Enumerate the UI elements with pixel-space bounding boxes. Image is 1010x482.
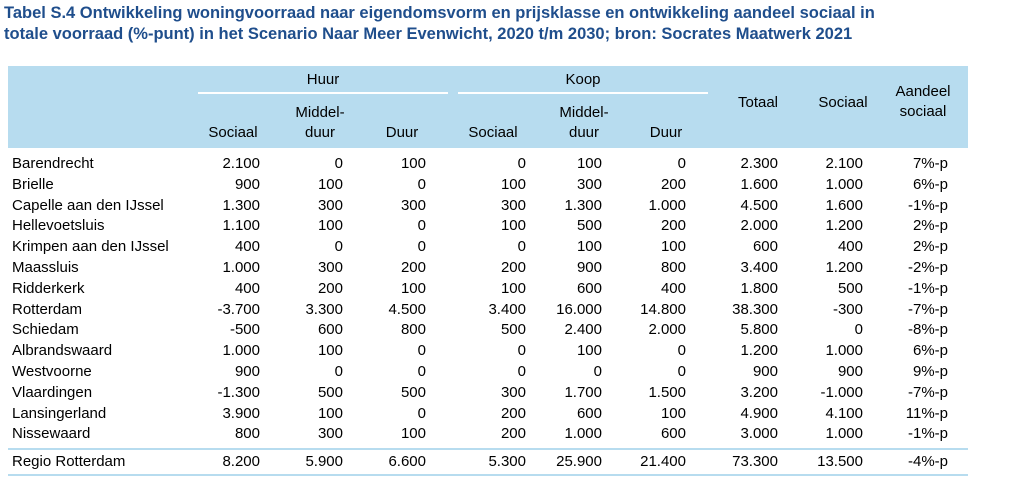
table-cell: -1%-p	[907, 279, 948, 297]
table-cell: 1.800	[740, 279, 778, 297]
row-label: Capelle aan den IJssel	[12, 196, 164, 214]
table-cell: 2.100	[222, 155, 260, 172]
table-row	[8, 215, 968, 236]
table-cell: 0	[517, 155, 526, 172]
table-cell: 3.300	[305, 300, 343, 318]
table-row	[8, 382, 968, 403]
table-cell: 0	[517, 342, 526, 360]
table-cell: 2.000	[648, 321, 686, 339]
table-cell: 1.000	[222, 259, 260, 276]
table-title-line-2: totale voorraad (%-punt) in het Scenario Naar Meer Evenwicht, 2020 t/m 2030; bron: Socrates Maatwerk 2021	[4, 25, 853, 43]
table-cell: 800	[234, 425, 260, 443]
table-row	[8, 257, 968, 278]
row-label: Krimpen aan den IJssel	[12, 238, 169, 256]
total-row	[8, 451, 968, 473]
table-header	[8, 66, 968, 148]
table-cell: 100	[317, 217, 343, 235]
group-underline-huur	[198, 92, 448, 94]
col-header-koop-middelduur-line-1: Middel-	[559, 104, 609, 121]
table-cell: 0	[593, 363, 602, 380]
table-cell: 38.300	[732, 300, 778, 318]
table-cell: 200	[400, 259, 426, 276]
table-cell: 600	[576, 404, 602, 422]
table-cell: 14.800	[640, 300, 686, 318]
table-title	[4, 3, 1006, 45]
table-cell: 100	[500, 217, 526, 235]
table-cell: 300	[317, 196, 343, 214]
table-cell: -3.700	[217, 300, 260, 318]
table-cell: 600	[576, 279, 602, 297]
table-cell: 100	[576, 238, 602, 256]
row-label: Westvoorne	[12, 363, 92, 380]
table-cell: 0	[334, 363, 343, 380]
table-cell: 0	[677, 155, 686, 172]
table-cell: 300	[317, 259, 343, 276]
table-cell: 200	[500, 259, 526, 276]
table-cell: 1.700	[564, 383, 602, 401]
table-cell: 4.500	[740, 196, 778, 214]
table-cell: 0	[417, 342, 426, 360]
table-cell: 300	[576, 175, 602, 193]
table-cell: 0	[417, 363, 426, 380]
table-cell: 3.000	[740, 425, 778, 443]
row-label: Rotterdam	[12, 300, 83, 318]
table-cell: 1.000	[564, 425, 602, 443]
col-header-huur-duur: Duur	[385, 124, 419, 141]
table-cell: 1.300	[222, 196, 260, 214]
table-row	[8, 153, 968, 174]
table-cell: 4.100	[825, 404, 863, 422]
table-row	[8, 299, 968, 320]
row-label: Lansingerland	[12, 404, 107, 422]
table-cell: 300	[500, 383, 526, 401]
table-cell: 400	[234, 238, 260, 256]
table-cell: 4.500	[388, 300, 426, 318]
table-cell: 200	[500, 425, 526, 443]
table-cell: 300	[500, 196, 526, 214]
table-cell: 7%-p	[912, 155, 948, 172]
table-cell: 600	[317, 321, 343, 339]
table-cell: 1.500	[648, 383, 686, 401]
table-row	[8, 174, 968, 195]
table-cell: 0	[417, 404, 426, 422]
table-cell: 200	[500, 404, 526, 422]
table-cell: 100	[500, 175, 526, 193]
table-cell: 1.200	[740, 342, 778, 360]
table-cell: 1.000	[825, 425, 863, 443]
table-cell: 1.200	[825, 217, 863, 235]
table-cell: 100	[400, 425, 426, 443]
table-cell: 900	[234, 175, 260, 193]
table-cell: 500	[576, 217, 602, 235]
table-cell: 100	[660, 238, 686, 256]
table-cell: 0	[417, 238, 426, 256]
col-header-aandeel-sociaal-line-1: Aandeel	[895, 83, 951, 100]
col-header-sociaal: Sociaal	[818, 94, 868, 111]
table-cell: 100	[500, 279, 526, 297]
table-title-line-1: Tabel S.4 Ontwikkeling woningvoorraad naar eigendomsvorm en prijsklasse en ontwikkeling aandeel sociaal in	[4, 4, 875, 22]
table-cell: 1.000	[825, 342, 863, 360]
table-cell: -7%-p	[907, 300, 948, 318]
table-cell: 100	[400, 155, 426, 172]
col-header-koop-middelduur-line-2: duur	[568, 124, 600, 141]
table-cell: 21.400	[640, 453, 686, 471]
row-label: Brielle	[12, 175, 54, 193]
table-cell: 900	[752, 363, 778, 380]
col-header-huur-middelduur	[280, 103, 360, 143]
table-cell: -4%-p	[907, 453, 948, 471]
table-cell: 8.200	[222, 453, 260, 471]
col-header-aandeel-sociaal	[883, 82, 963, 122]
table-cell: 13.500	[817, 453, 863, 471]
table-cell: 16.000	[556, 300, 602, 318]
table-row	[8, 236, 968, 257]
col-header-totaal: Totaal	[737, 94, 779, 111]
table-cell: 1.300	[564, 196, 602, 214]
col-header-koop-sociaal: Sociaal	[468, 124, 518, 141]
table-cell: 100	[317, 175, 343, 193]
table-cell: 0	[417, 175, 426, 193]
table-cell: 1.600	[740, 175, 778, 193]
bottom-border	[8, 474, 968, 476]
table-cell: -300	[832, 300, 863, 318]
row-label: Maassluis	[12, 259, 79, 276]
table-cell: 600	[752, 238, 778, 256]
table-cell: 0	[517, 238, 526, 256]
table-row	[8, 423, 968, 444]
table-cell: 6%-p	[912, 175, 948, 193]
table-row	[8, 319, 968, 340]
table-cell: 0	[677, 363, 686, 380]
table-cell: -1.000	[820, 383, 863, 401]
col-header-huur-middelduur-line-2: duur	[304, 124, 336, 141]
col-header-koop-middelduur	[544, 103, 624, 143]
table-cell: 1.000	[648, 196, 686, 214]
table-cell: 5.300	[488, 453, 526, 471]
table-cell: -1%-p	[907, 196, 948, 214]
table-cell: 4.900	[740, 404, 778, 422]
table-cell: 73.300	[732, 453, 778, 471]
table-cell: 9%-p	[912, 363, 948, 380]
col-header-koop-duur: Duur	[649, 124, 683, 141]
row-label: Barendrecht	[12, 155, 94, 172]
table-cell: 0	[417, 217, 426, 235]
table-cell: 900	[576, 259, 602, 276]
table-cell: 3.400	[740, 259, 778, 276]
row-label: Schiedam	[12, 321, 79, 339]
table-cell: 200	[317, 279, 343, 297]
row-label: Hellevoetsluis	[12, 217, 105, 235]
table-cell: 100	[576, 342, 602, 360]
table-row	[8, 278, 968, 299]
table-cell: 200	[660, 217, 686, 235]
table-cell: 800	[660, 259, 686, 276]
table-row	[8, 403, 968, 424]
table-cell: -1%-p	[907, 425, 948, 443]
table-cell: 5.800	[740, 321, 778, 339]
table-row	[8, 361, 968, 382]
table-cell: 900	[837, 363, 863, 380]
table-cell: 1.000	[825, 175, 863, 193]
table-cell: 3.900	[222, 404, 260, 422]
table-cell: 100	[317, 404, 343, 422]
table-cell: 300	[317, 425, 343, 443]
table-cell: 0	[854, 321, 863, 339]
table-cell: 3.400	[488, 300, 526, 318]
table-cell: 2%-p	[912, 238, 948, 256]
table-cell: 0	[334, 155, 343, 172]
table-cell: 500	[500, 321, 526, 339]
table-cell: 400	[660, 279, 686, 297]
table-cell: -8%-p	[907, 321, 948, 339]
table-cell: 2.300	[740, 155, 778, 172]
table-cell: -1.300	[217, 383, 260, 401]
table-cell: 500	[317, 383, 343, 401]
group-header-huur: Huur	[306, 71, 340, 88]
table-cell: -2%-p	[907, 259, 948, 276]
table-cell: 100	[400, 279, 426, 297]
table-cell: 2.000	[740, 217, 778, 235]
table-cell: 400	[837, 238, 863, 256]
table-cell: 100	[660, 404, 686, 422]
table-cell: 100	[317, 342, 343, 360]
table-cell: 25.900	[556, 453, 602, 471]
col-header-aandeel-sociaal-line-2: sociaal	[899, 103, 947, 120]
table-row	[8, 340, 968, 361]
table-cell: 11%-p	[905, 404, 948, 422]
table-cell: -500	[229, 321, 260, 339]
table-cell: 1.100	[222, 217, 260, 235]
table-cell: 0	[517, 363, 526, 380]
table-cell: 900	[234, 363, 260, 380]
row-label: Albrandswaard	[12, 342, 113, 360]
group-underline-koop	[458, 92, 708, 94]
table-cell: 0	[677, 342, 686, 360]
table-cell: 600	[660, 425, 686, 443]
table-cell: 400	[234, 279, 260, 297]
table-cell: 1.200	[825, 259, 863, 276]
table-cell: 100	[576, 155, 602, 172]
table-cell: 0	[334, 238, 343, 256]
table-cell: 800	[400, 321, 426, 339]
table-cell: 6.600	[388, 453, 426, 471]
table-cell: 1.600	[825, 196, 863, 214]
row-label: Ridderkerk	[12, 279, 85, 297]
col-header-huur-middelduur-line-1: Middel-	[295, 104, 345, 121]
table-cell: 500	[400, 383, 426, 401]
table-cell: 3.200	[740, 383, 778, 401]
table-cell: 300	[400, 196, 426, 214]
table-cell: 500	[837, 279, 863, 297]
col-header-huur-sociaal: Sociaal	[208, 124, 258, 141]
table-cell: 1.000	[222, 342, 260, 360]
table-cell: 6%-p	[912, 342, 948, 360]
group-header-koop: Koop	[565, 71, 601, 88]
table-cell: 200	[660, 175, 686, 193]
table-cell: 5.900	[305, 453, 343, 471]
table-cell: 2.100	[825, 155, 863, 172]
total-separator	[8, 448, 968, 450]
row-label: Regio Rotterdam	[12, 453, 126, 471]
row-label: Nissewaard	[12, 425, 91, 443]
row-label: Vlaardingen	[12, 383, 93, 401]
table-row	[8, 195, 968, 216]
table-cell: 2.400	[564, 321, 602, 339]
table-cell: -7%-p	[907, 383, 948, 401]
table-cell: 2%-p	[912, 217, 948, 235]
